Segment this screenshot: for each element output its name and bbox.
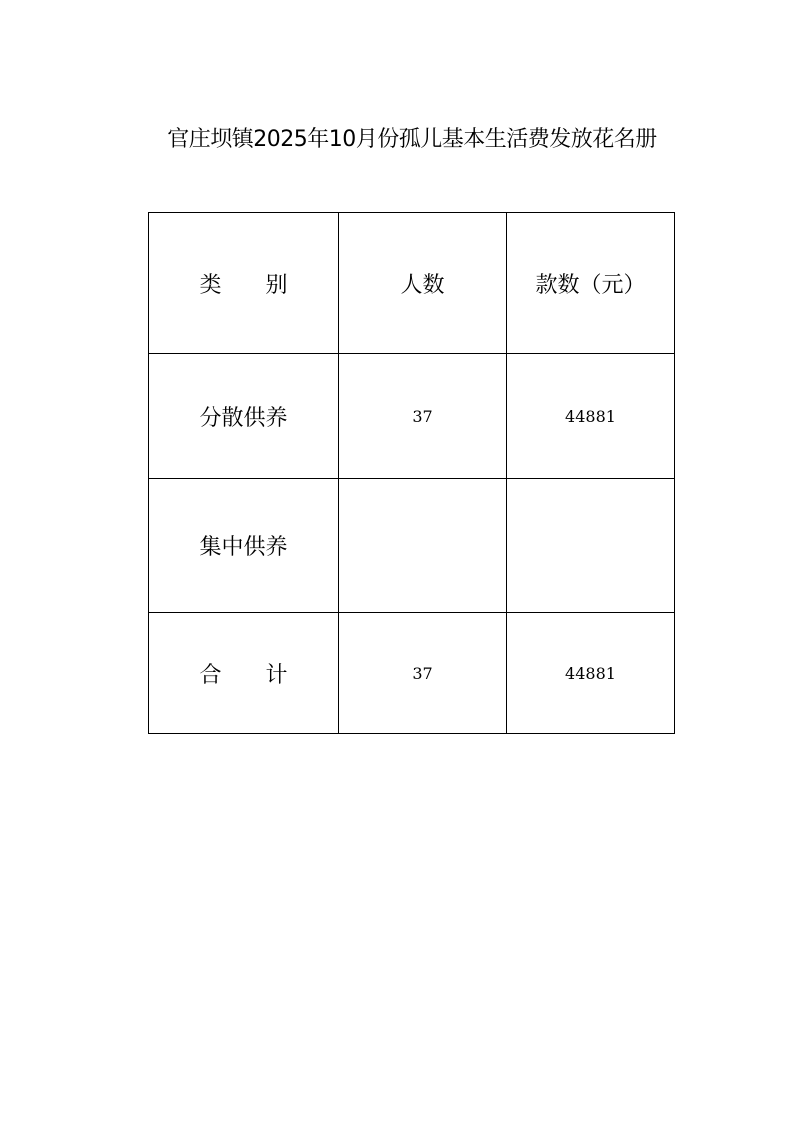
table-row: [149, 479, 675, 613]
row-category: 分散供养: [149, 354, 339, 479]
orphan-allowance-table: [148, 212, 675, 734]
table-header-row: [149, 213, 675, 354]
total-count: 37: [339, 613, 507, 734]
table-row: [149, 354, 675, 479]
row-category: 集中供养: [149, 479, 339, 613]
total-amount: 44881: [507, 613, 675, 734]
row-amount: [507, 479, 675, 613]
row-count: [339, 479, 507, 613]
table-total-row: [149, 613, 675, 734]
total-label: 合 计: [149, 613, 339, 734]
row-count: 37: [339, 354, 507, 479]
header-category: 类 别: [149, 213, 339, 354]
header-count: 人数: [339, 213, 507, 354]
header-amount: 款数（元）: [507, 213, 675, 354]
row-amount: 44881: [507, 354, 675, 479]
document-title: 官庄坝镇2025年10月份孤儿基本生活费发放花名册: [167, 127, 657, 152]
